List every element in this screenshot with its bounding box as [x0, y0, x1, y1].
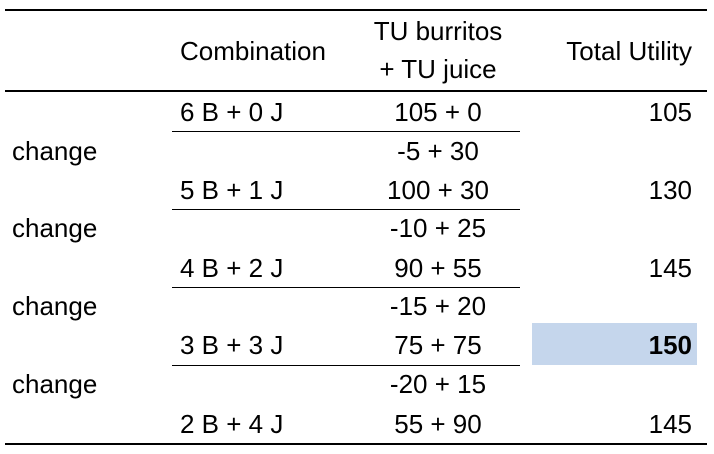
row-total: 130: [648, 175, 692, 205]
row-divider: [172, 131, 520, 132]
change-label: change: [12, 291, 98, 321]
change-tu: -5 + 30: [397, 136, 479, 166]
row-tu: 100 + 30: [387, 175, 489, 205]
row-total: 145: [648, 409, 692, 439]
change-tu: -20 + 15: [389, 369, 487, 399]
row-combination: 2 B + 4 J: [180, 409, 284, 439]
row-combination: 6 B + 0 J: [180, 97, 284, 127]
row-divider: [172, 365, 520, 366]
top-rule: [5, 9, 707, 11]
row-tu: 75 + 75: [394, 330, 482, 360]
row-tu: 55 + 90: [394, 409, 482, 439]
change-tu: -10 + 25: [389, 213, 487, 243]
row-total-max: 150: [648, 330, 692, 360]
bottom-rule: [5, 443, 707, 445]
header-total-utility: Total Utility: [566, 36, 692, 66]
row-total: 145: [648, 253, 692, 283]
row-divider: [172, 209, 520, 210]
change-label: change: [12, 213, 98, 243]
header-tu-line1: TU burritos: [373, 16, 503, 46]
row-divider: [172, 287, 520, 288]
row-combination: 3 B + 3 J: [180, 330, 284, 360]
change-label: change: [12, 369, 98, 399]
header-combination: Combination: [180, 36, 326, 66]
row-tu: 105 + 0: [394, 97, 482, 127]
change-tu: -15 + 20: [389, 291, 487, 321]
row-total: 105: [648, 97, 692, 127]
row-combination: 4 B + 2 J: [180, 253, 284, 283]
change-label: change: [12, 136, 98, 166]
row-tu: 90 + 55: [394, 253, 482, 283]
header-tu-line2: + TU juice: [379, 54, 497, 84]
row-combination: 5 B + 1 J: [180, 175, 284, 205]
header-rule: [5, 90, 707, 92]
